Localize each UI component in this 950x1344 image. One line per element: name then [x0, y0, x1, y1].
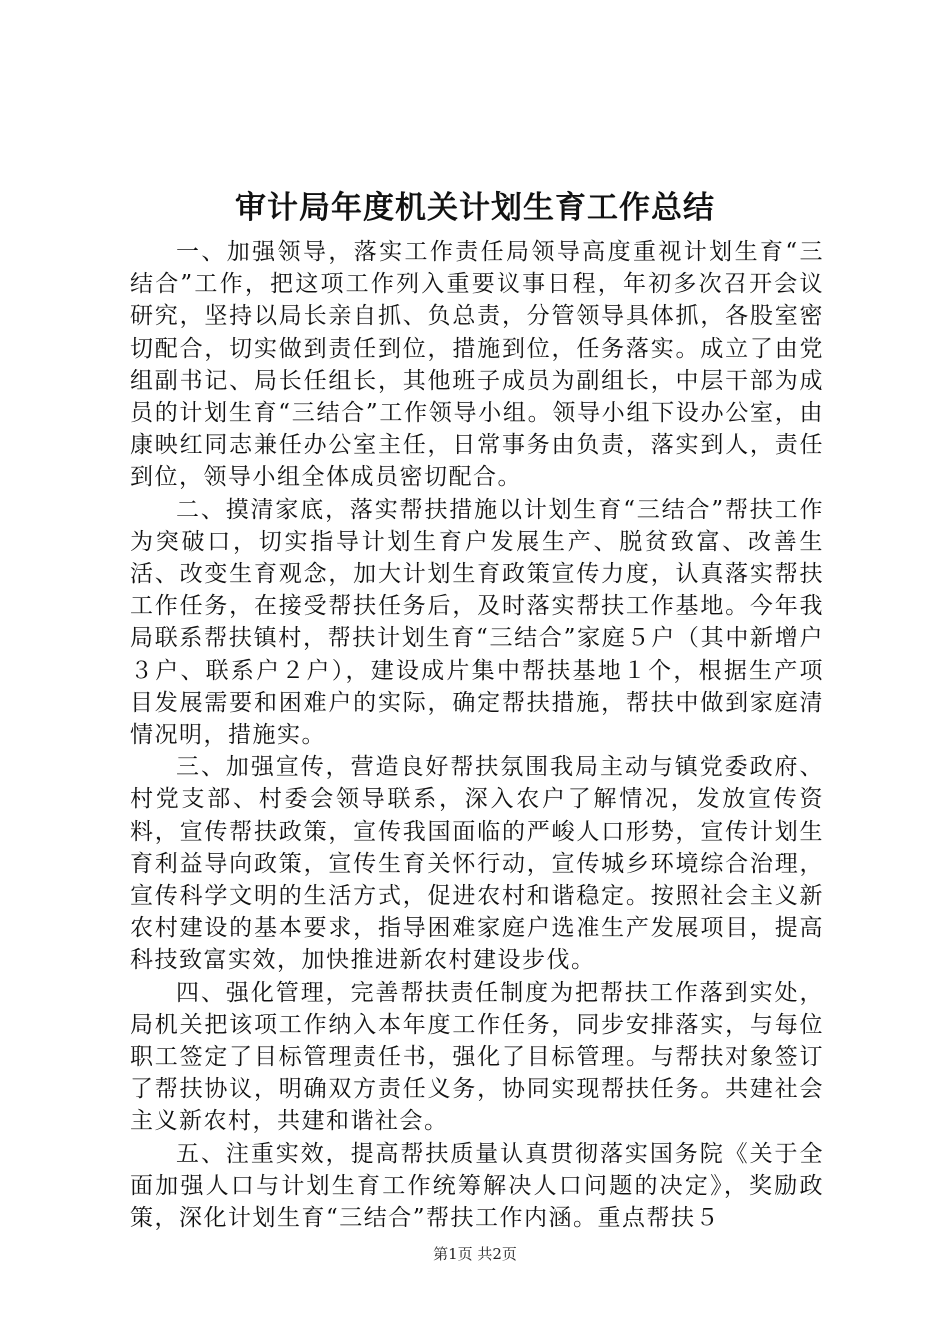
document-body [130, 236, 824, 1234]
page-footer: 第1页 共2页 [433, 1245, 517, 1263]
paragraph-1: 一、加强领导，落实工作责任局领导高度重视计划生育“三结合”工作，把这项工作列入重要议事日程，年初多次召开会议研究，坚持以局长亲自抓、负总责，分管领导具体抓，各股室密切配合，切实做到责任到位，措施到位，任务落实。成立了由党组副书记、局长任组长，其他班子成员为副组长，中层干部为成员的计划生育“三结合”工作领导小组。领导小组下设办公室，由康映红同志兼任办公室主任，日常事务由负责，落实到人，责任到位，领导小组全体成员密切配合。 [130, 239, 824, 491]
paragraph-3: 三、加强宣传，营造良好帮扶氛围我局主动与镇党委政府、村党支部、村委会领导联系，深入农户了解情况，发放宣传资料，宣传帮扶政策，宣传我国面临的严峻人口形势，宣传计划生育利益导向政策，宣传生育关怀行动，宣传城乡环境综合治理，宣传科学文明的生活方式，促进农村和谐稳定。按照社会主义新农村建设的基本要求，指导困难家庭户选准生产发展项目，提高科技致富实效，加快推进新农村建设步伐。 [130, 754, 824, 974]
document-title: 审计局年度机关计划生育工作总结 [235, 190, 715, 226]
paragraph-4: 四、强化管理，完善帮扶责任制度为把帮扶工作落到实处，局机关把该项工作纳入本年度工作任务，同步安排落实，与每位职工签定了目标管理责任书，强化了目标管理。与帮扶对象签订了帮扶协议，明确双方责任义务，协同实现帮扶任务。共建社会主义新农村，共建和谐社会。 [130, 979, 824, 1135]
paragraph-5: 五、注重实效，提高帮扶质量认真贯彻落实国务院《关于全面加强人口与计划生育工作统筹解决人口问题的决定》，奖励政策，深化计划生育“三结合”帮扶工作内涵。重点帮扶５ [130, 1140, 824, 1232]
paragraph-2: 二、摸清家底，落实帮扶措施以计划生育“三结合”帮扶工作为突破口，切实指导计划生育户发展生产、脱贫致富、改善生活、改变生育观念，加大计划生育政策宣传力度，认真落实帮扶工作任务，在接受帮扶任务后，及时落实帮扶工作基地。今年我局联系帮扶镇村，帮扶计划生育“三结合”家庭５户（其中新增户３户、联系户２户），建设成片集中帮扶基地１个，根据生产项目发展需要和困难户的实际，确定帮扶措施，帮扶中做到家庭清情况明，措施实。 [130, 496, 824, 749]
